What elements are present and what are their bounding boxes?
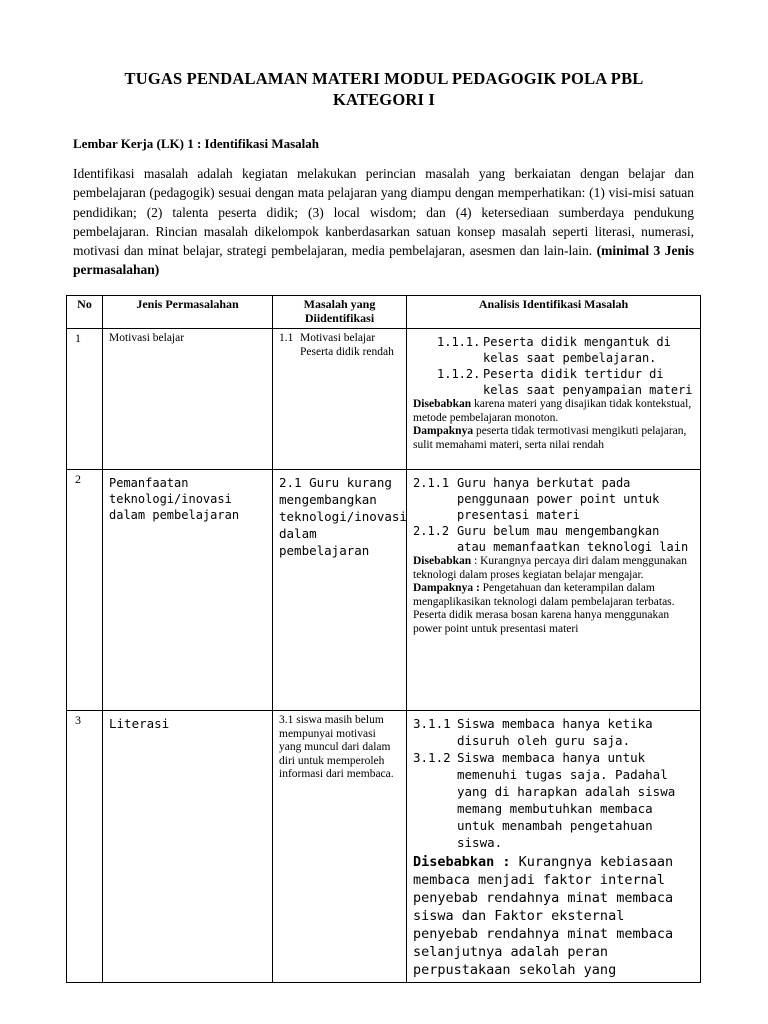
row-jenis: Motivasi belajar	[103, 329, 273, 470]
title-line-2: KATEGORI I	[332, 90, 436, 109]
row-no: 1	[67, 329, 103, 470]
analisis-item-num: 3.1.2	[413, 750, 451, 765]
analisis-item-num: 3.1.1	[413, 716, 451, 731]
row-masalah: 3.1 siswa masih belum mempunyai motivasi yang muncul dari dalam diri untuk memperoleh informasi dari membaca.	[273, 711, 407, 983]
header-masalah: Masalah yang Diidentifikasi	[273, 296, 407, 329]
table-row	[67, 329, 701, 470]
cause-text	[413, 851, 694, 979]
analisis-item-text: Guru belum mau mengembangkan atau memanfaatkan teknologi lain	[457, 524, 689, 554]
cause-text	[413, 555, 694, 582]
intro-bold-note: (minimal 3 Jenis permasalahan)	[73, 243, 695, 278]
cause-label: Disebabkan :	[413, 854, 511, 870]
analisis-item-num: 2.1.2	[413, 524, 450, 538]
row-masalah: 2.1 Guru kurang mengembangkan teknologi/inovasi dalam pembelajaran	[273, 470, 407, 711]
table-row	[67, 711, 701, 983]
analisis-item	[413, 366, 694, 398]
impact-label: Dampaknya	[413, 425, 474, 437]
row-analisis	[407, 470, 701, 711]
row-jenis: Literasi	[103, 711, 273, 983]
cause-body: : Kurangnya percaya diri dalam menggunakan teknologi dalam proses kegiatan belajar mengajar.	[413, 555, 688, 581]
impact-label: Dampaknya :	[413, 582, 480, 594]
masalah-num: 1.1	[279, 332, 294, 344]
header-no: No	[67, 296, 103, 329]
header-analisis: Analisis Identifikasi Masalah	[407, 296, 701, 329]
header-jenis: Jenis Permasalahan	[103, 296, 273, 329]
analisis-item-text: Guru hanya berkutat pada penggunaan power point untuk presentasi materi	[457, 476, 660, 522]
impact-text	[413, 582, 694, 609]
intro-text: Identifikasi masalah adalah kegiatan melakukan perincian masalah yang berkaiatan dengan belajar dan pembelajaran (pedagogik) sesuai dengan mata pelajaran yang diampu dengan memperhatikan: (1) visi-misi satuan pendidikan; (2) talenta peserta didik; (3) local wisdom; dan (4) ketersediaan sumberdaya pendukung pembelajaran. Rincian masalah dikelompok kanberdasarkan satuan konsep masalah seperti literasi, numerasi, motivasi dan minat belajar, strategi pembelajaran, media pembelajaran, asesmen dan lain-lain.	[73, 166, 694, 259]
analisis-item	[413, 523, 694, 555]
row-jenis: Pemanfaatan teknologi/inovasi dalam pembelajaran	[103, 470, 273, 711]
cause-body: karena materi yang disajikan tidak kontekstual, metode pembelajaran monoton.	[413, 398, 692, 424]
problem-table	[66, 295, 701, 983]
analisis-item	[413, 475, 694, 523]
impact-body: Pengetahuan dan keterampilan dalam mengaplikasikan teknologi dalam pembelajaran terbatas.	[413, 582, 675, 608]
cause-label: Disebabkan	[413, 555, 472, 567]
impact-text	[413, 425, 694, 452]
analisis-item	[413, 715, 694, 749]
intro-paragraph	[73, 164, 694, 280]
table-row	[67, 470, 701, 711]
title-line-1: TUGAS PENDALAMAN MATERI MODUL PEDAGOGIK POLA PBL	[124, 69, 644, 88]
analisis-item-text: Siswa membaca hanya ketika disuruh oleh guru saja.	[457, 716, 653, 748]
row-no: 2	[67, 470, 103, 711]
impact-body: peserta tidak termotivasi mengikuti pelajaran, sulit memahami materi, serta nilai rendah	[413, 425, 687, 451]
analisis-item	[413, 749, 694, 851]
masalah-text: Motivasi belajar Peserta didik rendah	[300, 332, 394, 358]
analisis-item-text: Siswa membaca hanya untuk memenuhi tugas saja. Padahal yang di harapkan adalah siswa memang membutuhkan membaca untuk menambah pengetahuan siswa.	[457, 750, 676, 850]
analisis-item-text: Peserta didik tertidur di kelas saat penyampaian materi	[483, 367, 693, 397]
cause-label: Disebabkan	[413, 398, 472, 410]
cause-body: Kurangnya kebiasaan membaca menjadi faktor internal penyebab rendahnya minat membaca siswa dan Faktor eksternal penyebab rendahnya minat membaca selanjutnya adalah peran perpustakaan sekolah yang	[413, 854, 674, 978]
analisis-item-num: 1.1.2.	[437, 367, 481, 381]
row-no: 3	[67, 711, 103, 983]
row-masalah	[273, 329, 407, 470]
masalah-item	[279, 332, 400, 359]
cause-text	[413, 398, 694, 425]
table-header-row	[67, 296, 701, 329]
impact-extra: Peserta didik merasa bosan karena hanya menggunakan power point untuk presentasi materi	[413, 609, 670, 635]
analisis-item-num: 2.1.1	[413, 476, 450, 490]
row-analisis	[407, 711, 701, 983]
row-analisis	[407, 329, 701, 470]
analisis-item	[413, 334, 694, 366]
lk-heading: Lembar Kerja (LK) 1 : Identifikasi Masalah	[73, 136, 320, 151]
analisis-item-num: 1.1.1.	[437, 335, 481, 349]
analisis-item-text: Peserta didik mengantuk di kelas saat pembelajaran.	[483, 335, 671, 365]
document-title	[60, 68, 708, 110]
